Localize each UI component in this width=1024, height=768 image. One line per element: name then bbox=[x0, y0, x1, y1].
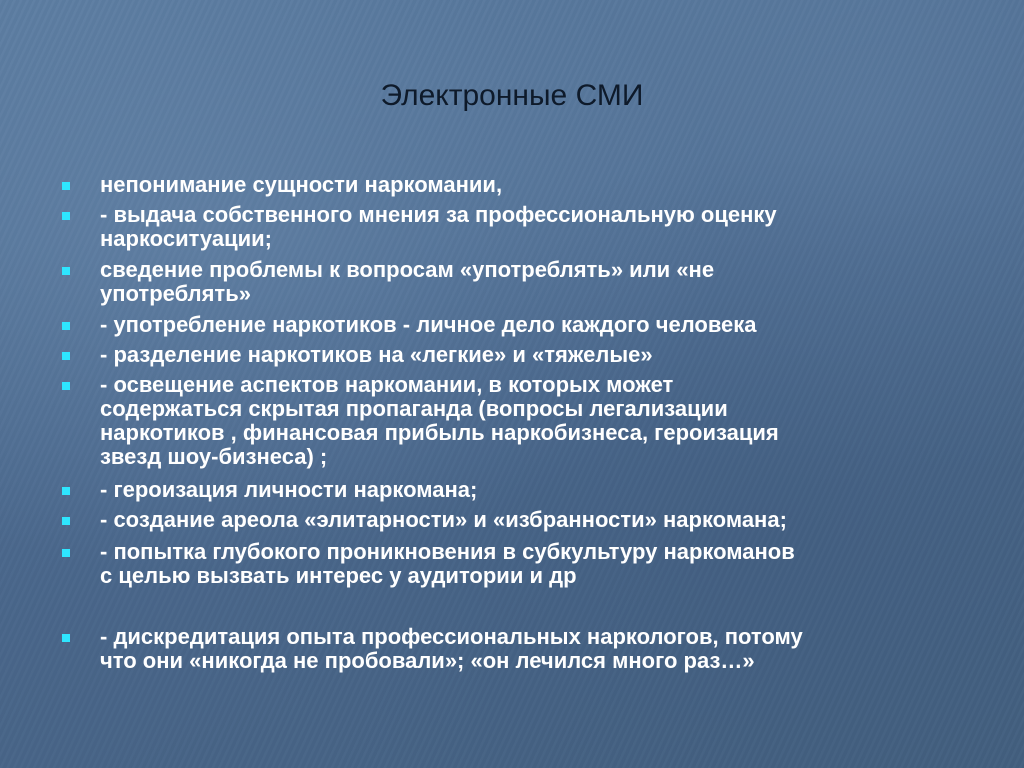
bullet-line: - разделение наркотиков на «легкие» и «тяжелые» bbox=[100, 342, 653, 367]
bullet-text bbox=[100, 173, 980, 197]
bullet-text bbox=[100, 625, 980, 673]
square-bullet-icon bbox=[62, 212, 70, 220]
bullet-line: - создание ареола «элитарности» и «избранности» наркомана; bbox=[100, 507, 787, 532]
bullet-line: наркотиков , финансовая прибыль наркобизнеса, героизация bbox=[100, 420, 779, 445]
bullet-text bbox=[100, 258, 980, 306]
square-bullet-icon bbox=[62, 517, 70, 525]
square-bullet-icon bbox=[62, 382, 70, 390]
bullet-line: - выдача собственного мнения за профессиональную оценку bbox=[100, 202, 777, 227]
bullet-line: наркоситуации; bbox=[100, 226, 272, 251]
bullet-line: - дискредитация опыта профессиональных наркологов, потому bbox=[100, 624, 803, 649]
square-bullet-icon bbox=[62, 487, 70, 495]
slide-title: Электронные СМИ bbox=[380, 79, 644, 112]
square-bullet-icon bbox=[62, 352, 70, 360]
bullet-line: непонимание сущности наркомании, bbox=[100, 172, 503, 197]
bullet-line: сведение проблемы к вопросам «употреблять» или «не bbox=[100, 257, 715, 282]
bullet-text bbox=[100, 540, 980, 588]
square-bullet-icon bbox=[62, 549, 70, 557]
bullet-line: с целью вызвать интерес у аудитории и др bbox=[100, 563, 577, 588]
bullet-text bbox=[100, 313, 980, 337]
bullet-line: - употребление наркотиков - личное дело каждого человека bbox=[100, 312, 757, 337]
bullet-line: - освещение аспектов наркомании, в которых может bbox=[100, 372, 674, 397]
bullet-text bbox=[100, 203, 980, 251]
square-bullet-icon bbox=[62, 322, 70, 330]
square-bullet-icon bbox=[62, 634, 70, 642]
bullet-text bbox=[100, 373, 980, 469]
bullet-text bbox=[100, 478, 980, 502]
bullet-line: звезд шоу-бизнеса) ; bbox=[100, 444, 328, 469]
bullet-line: - героизация личности наркомана; bbox=[100, 477, 478, 502]
bullet-text bbox=[100, 343, 980, 367]
bullet-line: - попытка глубокого проникновения в субкультуру наркоманов bbox=[100, 539, 795, 564]
bullet-line: содержаться скрытая пропаганда (вопросы легализации bbox=[100, 396, 728, 421]
square-bullet-icon bbox=[62, 182, 70, 190]
bullet-line: употреблять» bbox=[100, 281, 251, 306]
bullet-line: что они «никогда не пробовали»; «он лечился много раз…» bbox=[100, 648, 755, 673]
square-bullet-icon bbox=[62, 267, 70, 275]
bullet-text bbox=[100, 508, 980, 532]
